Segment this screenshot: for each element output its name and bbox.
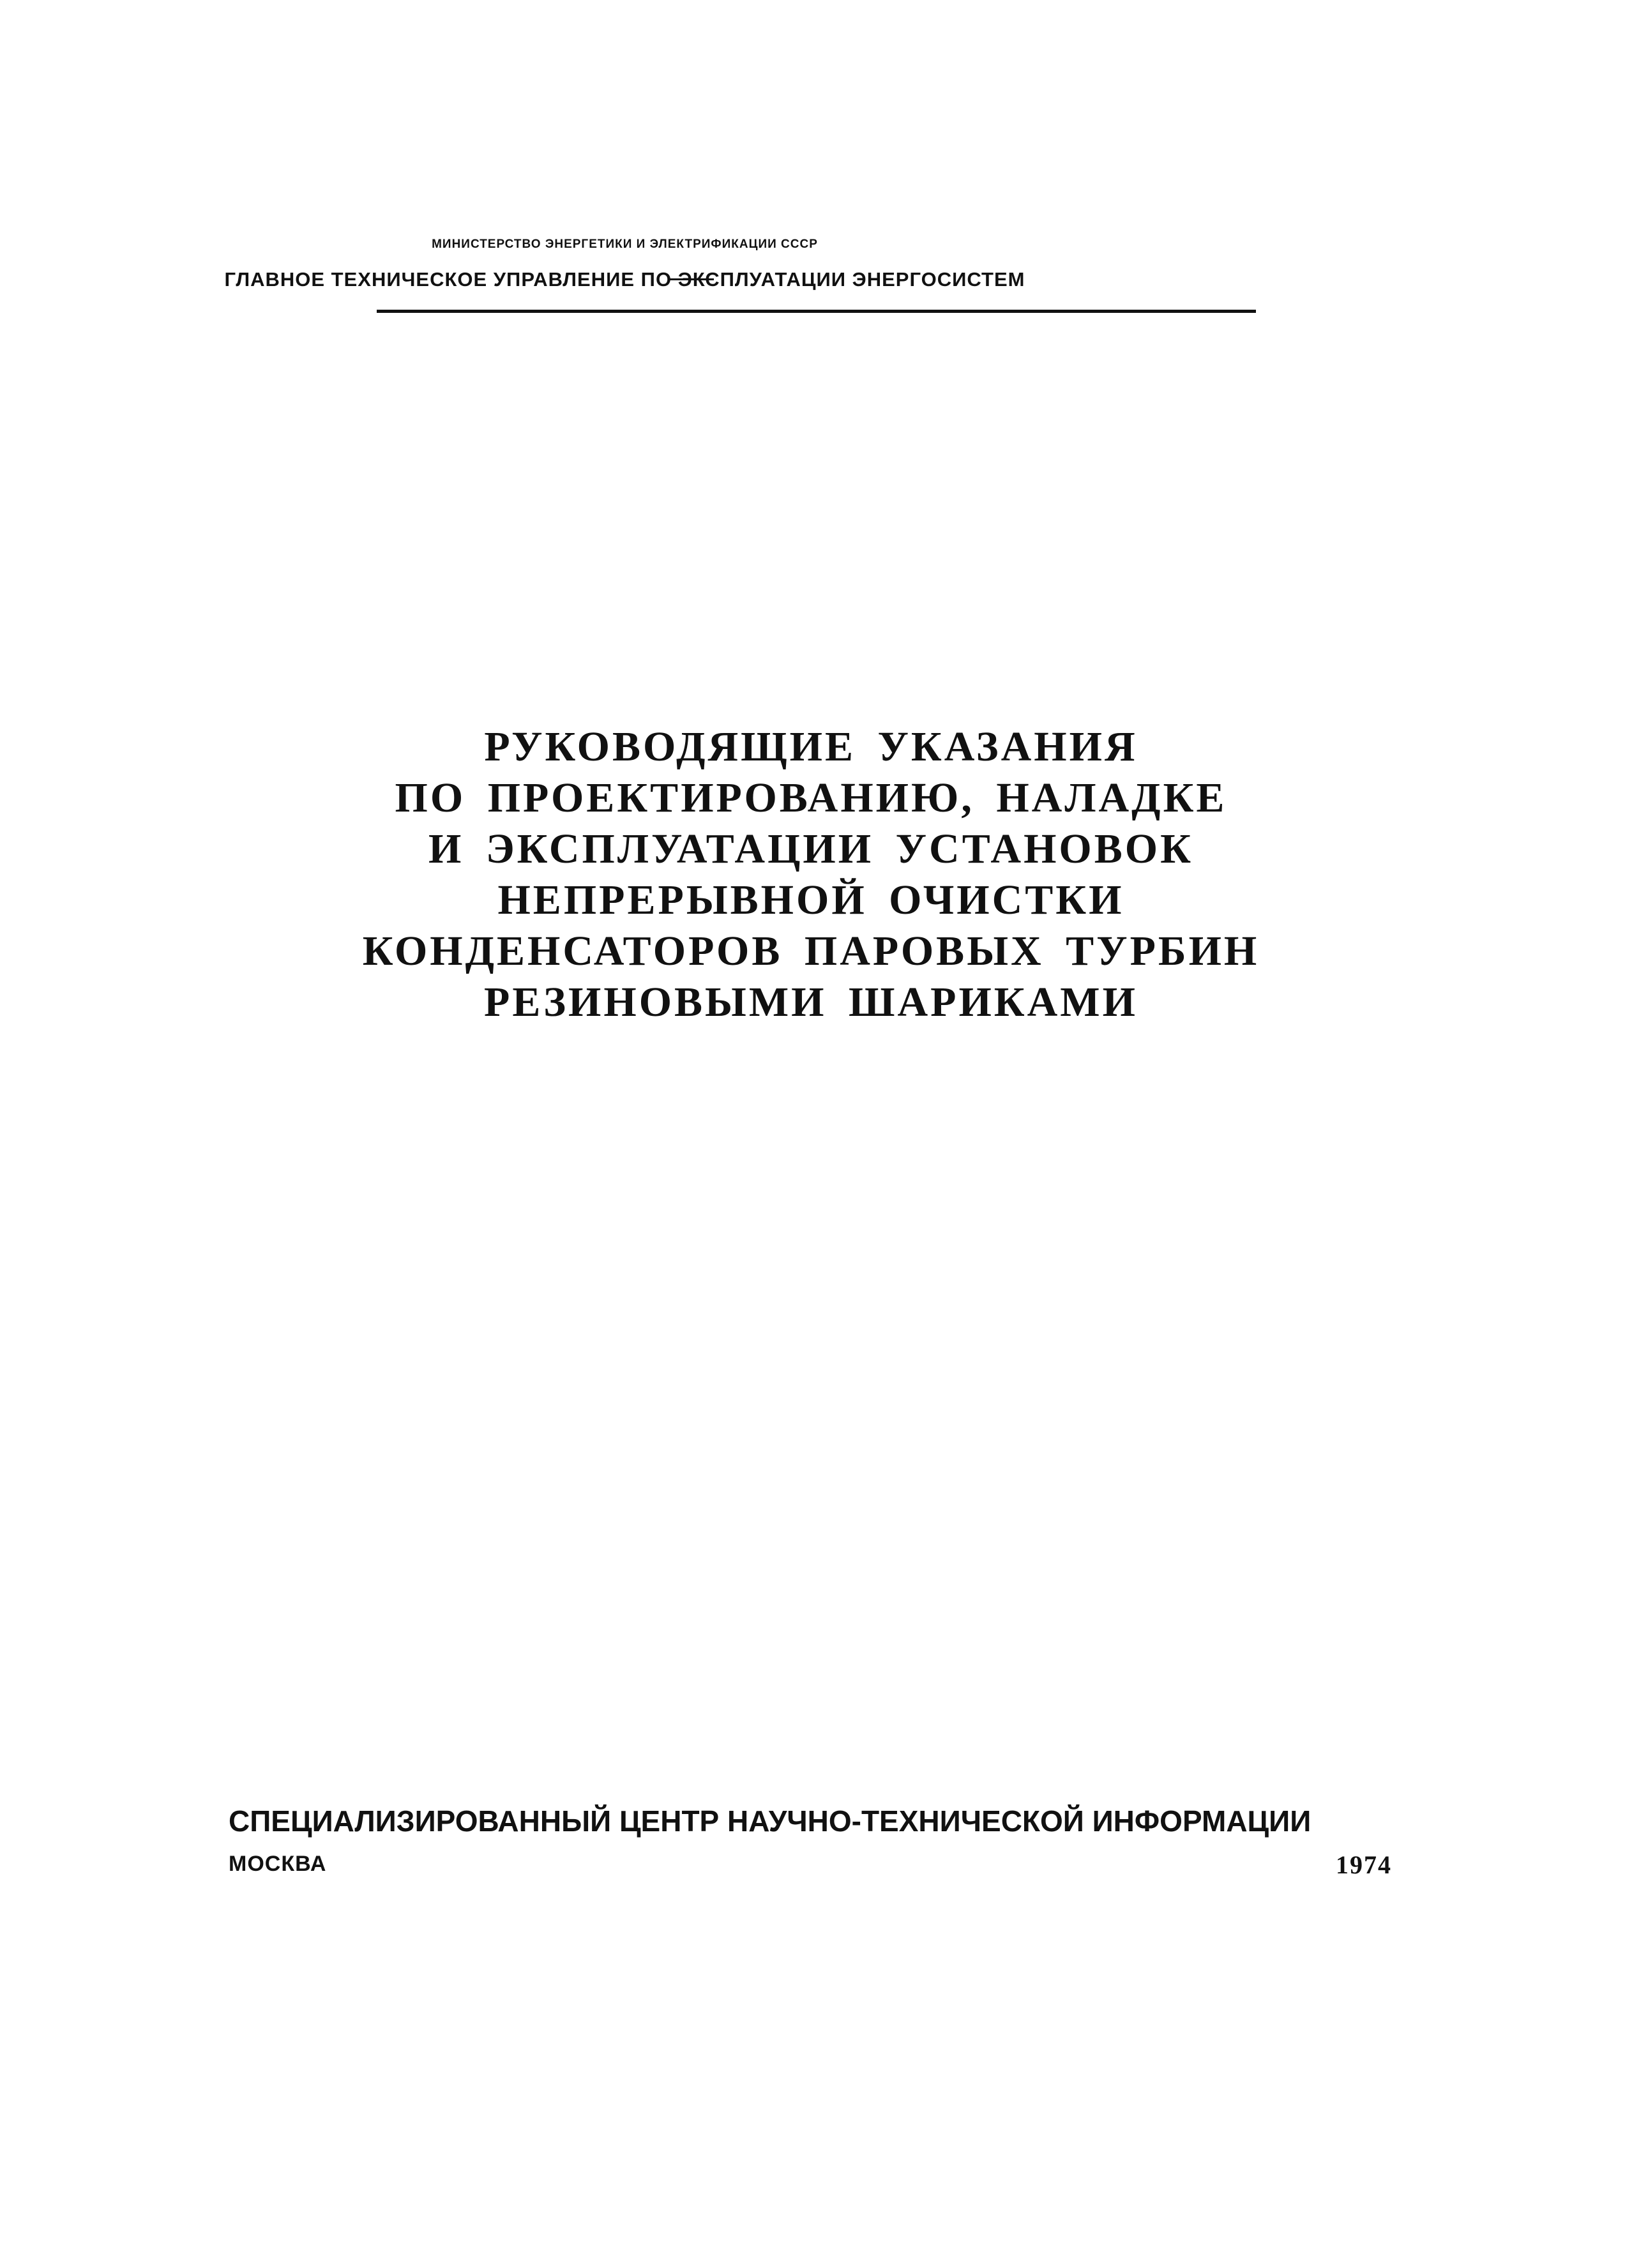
title-line: ПО ПРОЕКТИРОВАНИЮ, НАЛАДКЕ — [395, 775, 1227, 821]
directorate-name: ГЛАВНОЕ ТЕХНИЧЕСКОЕ УПРАВЛЕНИЕ ПО ЭКСПЛУАТАЦИИ ЭНЕРГОСИСТЕМ — [224, 268, 1025, 291]
header-rule — [377, 310, 1256, 313]
publisher-name: СПЕЦИАЛИЗИРОВАННЫЙ ЦЕНТР НАУЧНО-ТЕХНИЧЕСКОЙ ИНФОРМАЦИИ — [229, 1804, 1311, 1838]
title-line: РЕЗИНОВЫМИ ШАРИКАМИ — [484, 979, 1138, 1025]
ministry-name: МИНИСТЕРСТВО ЭНЕРГЕТИКИ И ЭЛЕКТРИФИКАЦИИ СССР — [432, 238, 818, 251]
title-line: НЕПРЕРЫВНОЙ ОЧИСТКИ — [497, 877, 1124, 923]
title-line: РУКОВОДЯЩИЕ УКАЗАНИЯ — [484, 723, 1138, 770]
publication-city: МОСКВА — [229, 1852, 327, 1876]
title-line: И ЭКСПЛУАТАЦИИ УСТАНОВОК — [428, 826, 1193, 872]
publication-year: 1974 — [1336, 1850, 1392, 1879]
document-title — [179, 722, 1443, 1028]
title-line: КОНДЕНСАТОРОВ ПАРОВЫХ ТУРБИН — [362, 928, 1260, 974]
